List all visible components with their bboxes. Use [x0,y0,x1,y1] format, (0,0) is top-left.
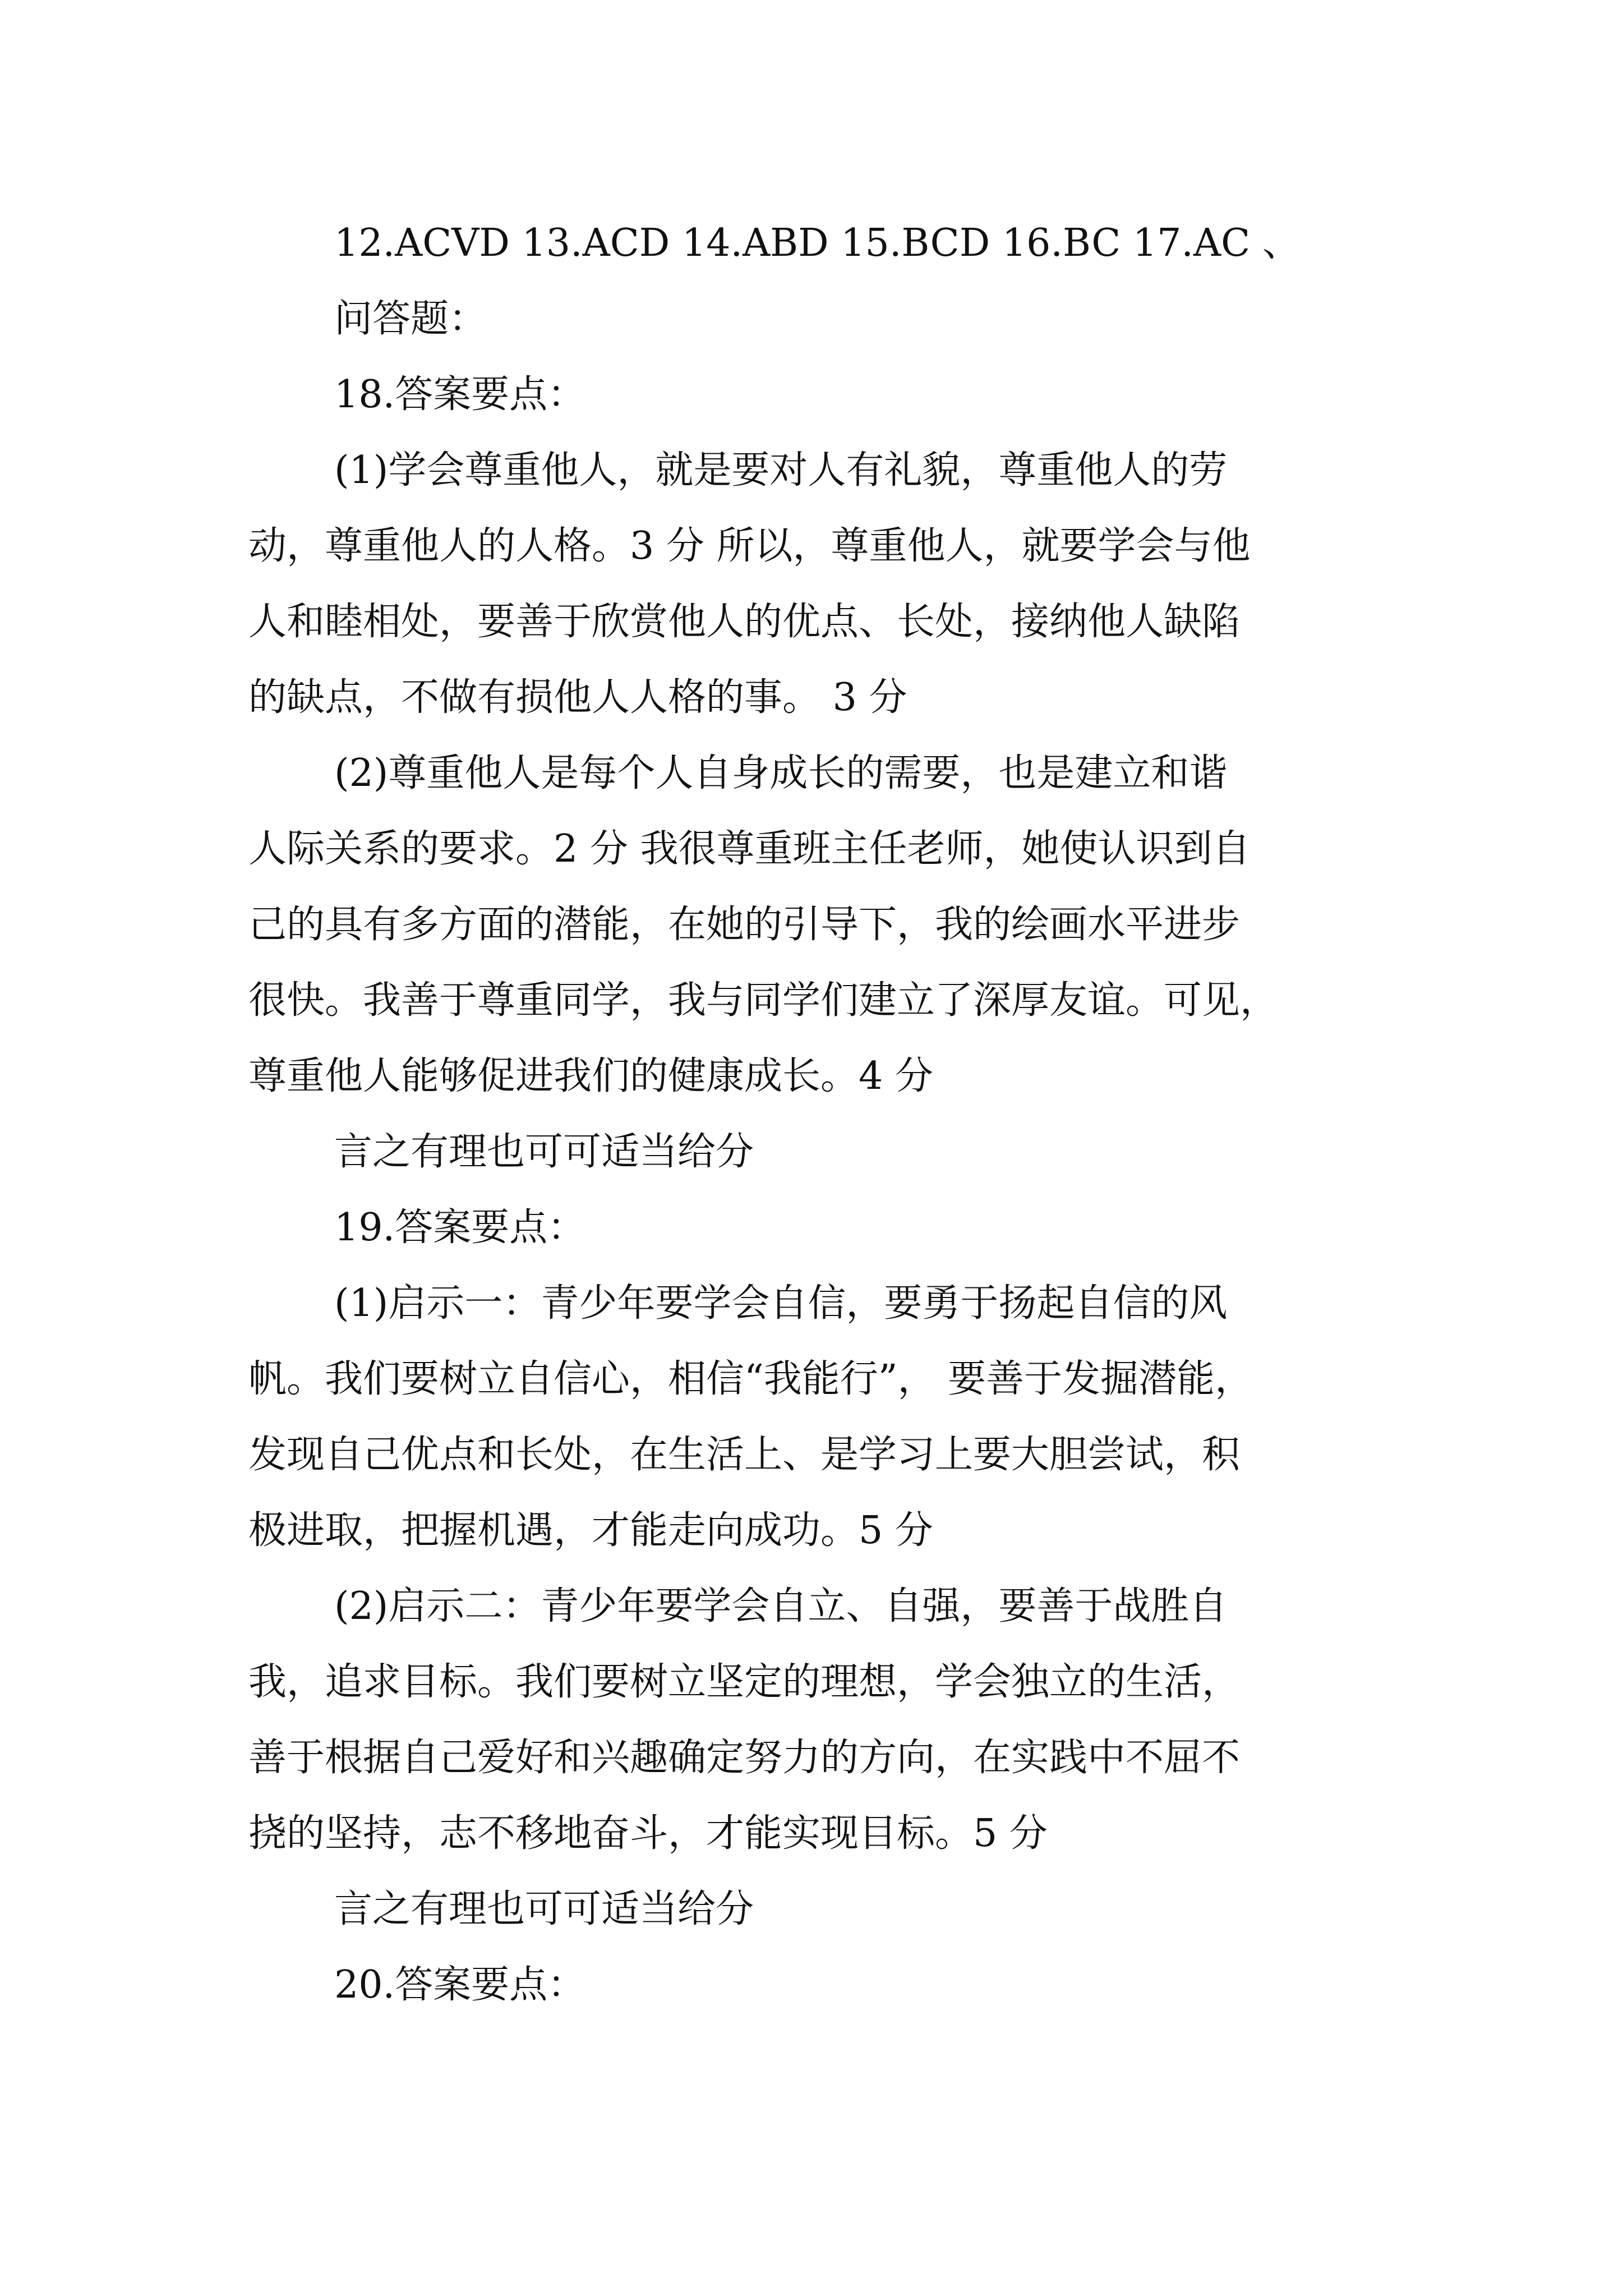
q19-p1-line: 极进取，把握机遇，才能走向成功。5 分 [248,1508,933,1553]
section-title: 问答题： [334,297,487,341]
q18-note: 言之有理也可可适当给分 [334,1130,754,1174]
q18-p1-line: 的缺点，不做有损他人人格的事。 3 分 [248,675,907,720]
q19-p1-line: 发现自己优点和长处，在生活上、是学习上要大胆尝试，积 [248,1433,1241,1477]
q18-p2-line: 己的具有多方面的潜能，在她的引导下，我的绘画水平进步 [248,903,1241,947]
q18-p1-line: 人和睦相处，要善于欣赏他人的优点、长处，接纳他人缺陷 [248,600,1241,644]
q18-p2-line: (2)尊重他人是每个人自身成长的需要，也是建立和谐 [334,751,1228,795]
q19-p2-line: 善于根据自己爱好和兴趣确定努力的方向，在实践中不屈不 [248,1736,1241,1780]
q18-p2-line: 尊重他人能够促进我们的健康成长。4 分 [248,1054,933,1098]
q18-p1-line: (1)学会尊重他人，就是要对人有礼貌，尊重他人的劳 [334,448,1228,493]
q19-p1-line: 帆。我们要树立自信心，相信“我能行”， 要善于发掘潜能， [248,1357,1253,1401]
answer-key-line: 12.ACVD 13.ACD 14.ABD 15.BCD 16.BC 17.AC 、 [334,221,1301,265]
q19-heading: 19.答案要点： [334,1205,586,1250]
q20-heading: 20.答案要点： [334,1963,586,2007]
q18-p2-line: 很快。我善于尊重同学，我与同学们建立了深厚友谊。可见， [248,978,1279,1023]
q19-p2-line: 挠的坚持，志不移地奋斗，才能实现目标。5 分 [248,1811,1048,1856]
q19-p2-line: (2)启示二：青少年要学会自立、自强，要善于战胜自 [334,1584,1228,1628]
q19-note: 言之有理也可可适当给分 [334,1887,754,1931]
q18-heading: 18.答案要点： [334,372,586,417]
q18-p1-line: 动，尊重他人的人格。3 分 所以，尊重他人，就要学会与他 [248,524,1251,568]
q19-p2-line: 我，追求目标。我们要树立坚定的理想，学会独立的生活， [248,1660,1241,1704]
q19-p1-line: (1)启示一：青少年要学会自信，要勇于扬起自信的风 [334,1281,1228,1326]
q18-p2-line: 人际关系的要求。2 分 我很尊重班主任老师，她使认识到自 [248,827,1251,871]
